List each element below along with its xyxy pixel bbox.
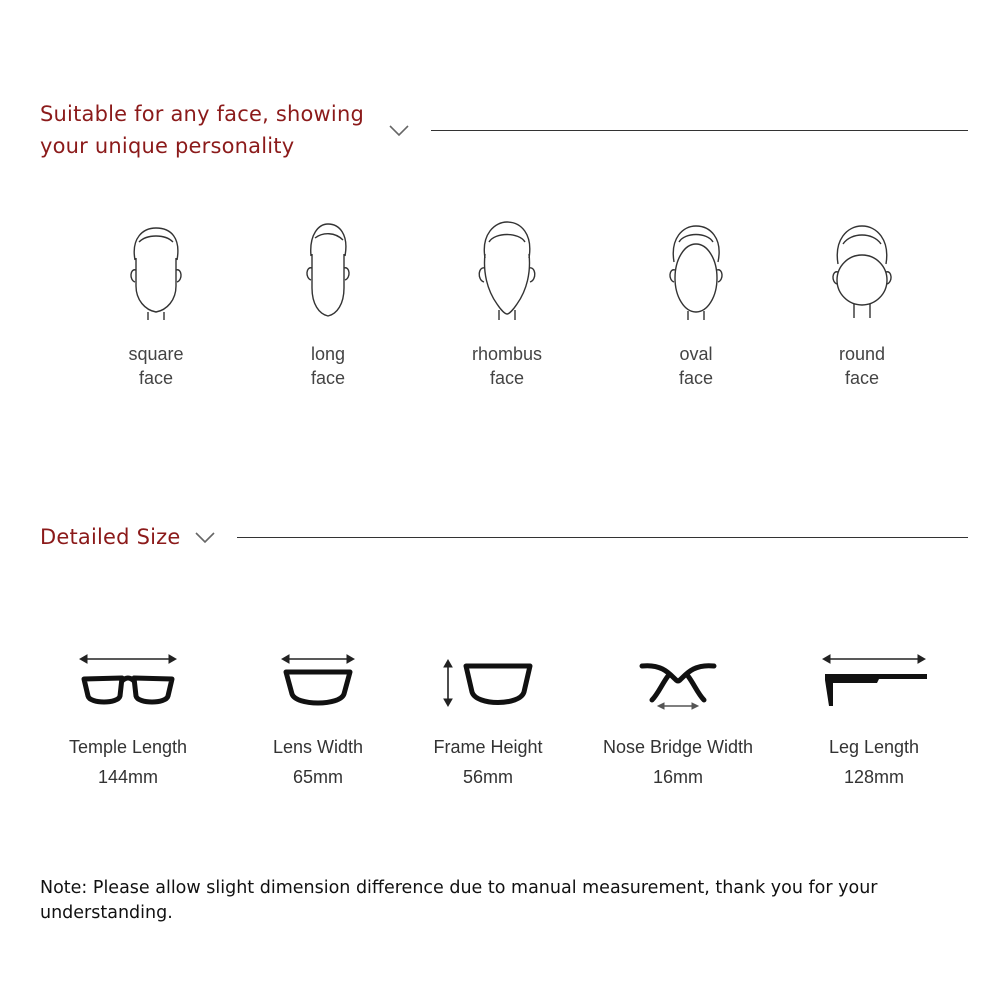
face-item-square bbox=[106, 220, 206, 390]
face-item-round bbox=[812, 220, 912, 390]
face-label-line1: long bbox=[310, 344, 346, 364]
size-item-frame-height bbox=[408, 650, 568, 792]
chevron-down-icon bbox=[388, 124, 410, 138]
face-label-line2: face bbox=[844, 368, 880, 388]
size-item-temple-length bbox=[48, 650, 208, 792]
size-value: 16mm bbox=[652, 767, 703, 787]
face-label-line1: square bbox=[128, 344, 184, 364]
round-face-icon bbox=[827, 220, 897, 320]
temple-length-icon bbox=[78, 650, 178, 712]
face-item-oval bbox=[646, 220, 746, 390]
face-label-line2: face bbox=[310, 368, 346, 388]
size-label: Leg Length bbox=[828, 737, 920, 757]
leg-length-icon bbox=[819, 650, 929, 712]
face-label-line1: rhombus bbox=[471, 344, 543, 364]
face-section-title-line2: your unique personality bbox=[40, 134, 295, 158]
size-item-nose-bridge-width bbox=[588, 650, 768, 792]
size-item-lens-width bbox=[238, 650, 398, 792]
long-face-icon bbox=[293, 220, 363, 320]
face-section-title-line1: Suitable for any face, showing bbox=[40, 102, 364, 126]
face-item-rhombus bbox=[457, 220, 557, 390]
square-face-icon bbox=[121, 220, 191, 320]
face-label-line1: oval bbox=[679, 344, 713, 364]
face-label-line2: face bbox=[138, 368, 174, 388]
size-label: Lens Width bbox=[272, 737, 364, 757]
size-value: 144mm bbox=[97, 767, 159, 787]
face-label-line1: round bbox=[838, 344, 886, 364]
face-label-line2: face bbox=[678, 368, 714, 388]
rhombus-face-icon bbox=[467, 220, 547, 320]
chevron-down-icon bbox=[194, 531, 216, 545]
face-label-line2: face bbox=[489, 368, 525, 388]
face-item-long bbox=[278, 220, 378, 390]
size-value: 128mm bbox=[843, 767, 905, 787]
nose-bridge-icon bbox=[638, 650, 718, 712]
size-value: 65mm bbox=[292, 767, 343, 787]
measurement-note: Note: Please allow slight dimension difference due to manual measurement, thank you for your understanding. bbox=[40, 878, 878, 923]
size-value: 56mm bbox=[462, 767, 513, 787]
lens-width-icon bbox=[278, 650, 358, 712]
size-section-divider bbox=[237, 537, 968, 538]
size-item-leg-length bbox=[794, 650, 954, 792]
face-section-divider bbox=[431, 130, 968, 131]
frame-height-icon bbox=[440, 650, 536, 712]
size-section-title: Detailed Size bbox=[40, 525, 181, 549]
size-label: Temple Length bbox=[68, 737, 188, 757]
oval-face-icon bbox=[661, 220, 731, 320]
size-label: Frame Height bbox=[433, 737, 543, 757]
size-label: Nose Bridge Width bbox=[602, 737, 754, 757]
